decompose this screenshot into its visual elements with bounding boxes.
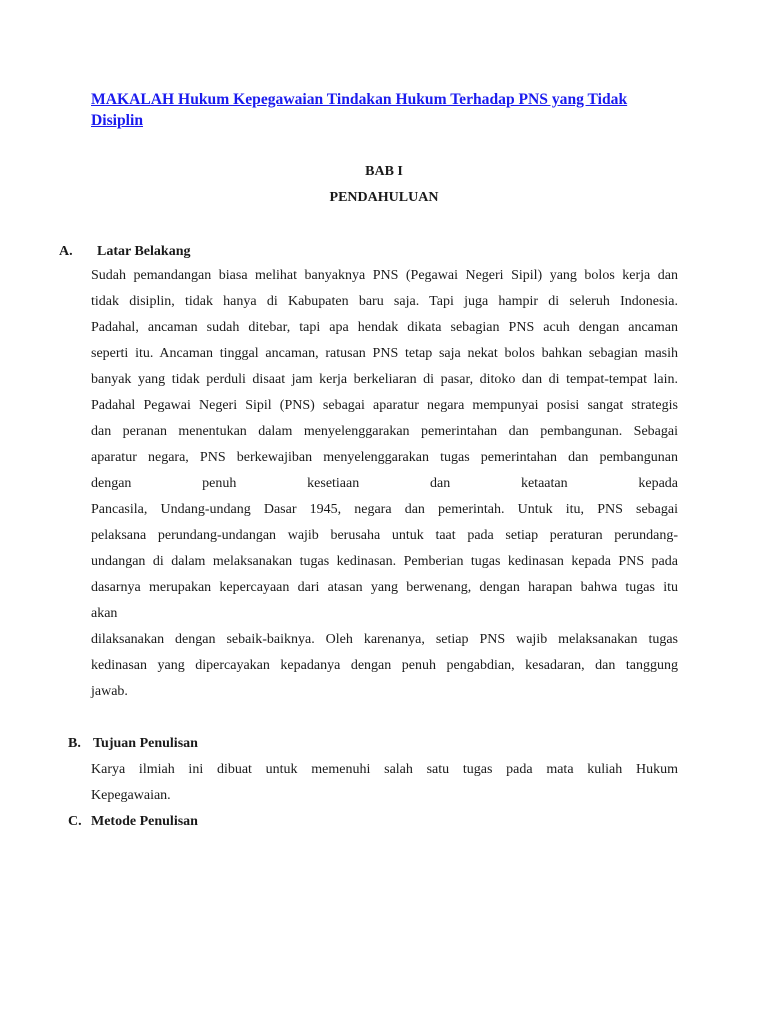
body-line: Padahal Pegawai Negeri Sipil (PNS) sebagai aparatur negara mempunyai posisi sangat strategis [91, 398, 678, 413]
body-line: undangan di dalam melaksanakan tugas kedinasan. Pemberian tugas kedinasan kepada PNS pada [91, 554, 678, 569]
body-line: Kepegawaian. [91, 788, 171, 803]
section-b-body [91, 757, 678, 809]
chapter-title: PENDAHULUAN [329, 190, 439, 205]
body-line: jawab. [91, 684, 128, 699]
body-line: seperti itu. Ancaman tinggal ancaman, ratusan PNS tetap saja nekat bolos bahkan sebagian masih [91, 346, 678, 361]
body-line: aparatur negara, PNS berkewajiban menyelenggarakan tugas pemerintahan dan pembangunan [91, 450, 678, 465]
body-line: banyak yang tidak perduli disaat jam kerja berkeliaran di pasar, ditoko dan di tempat-tempat lain. [91, 372, 678, 387]
section-c-title: Metode Penulisan [91, 814, 198, 829]
body-line: dilaksanakan dengan sebaik-baiknya. Oleh karenanya, setiap PNS wajib melaksanakan tugas [91, 632, 678, 647]
section-c-letter: C. [68, 814, 82, 829]
section-b-title: Tujuan Penulisan [93, 736, 198, 751]
body-line: dengan penuh kesetiaan dan ketaatan kepada [91, 476, 678, 491]
body-line: dasarnya merupakan kepercayaan dari atasan yang berwenang, dengan harapan bahwa tugas itu [91, 580, 678, 595]
body-line: Pancasila, Undang-undang Dasar 1945, negara dan pemerintah. Untuk itu, PNS sebagai [91, 502, 678, 517]
body-line: akan [91, 606, 118, 621]
section-a-title: Latar Belakang [97, 244, 191, 259]
chapter-number: BAB I [365, 164, 403, 179]
body-line: Padahal, ancaman sudah ditebar, tapi apa hendak dikata sebagian PNS acuh dengan ancaman [91, 320, 678, 335]
document-title-line-2[interactable]: Disiplin [91, 112, 144, 129]
body-line: Sudah pemandangan biasa melihat banyaknya PNS (Pegawai Negeri Sipil) yang bolos kerja dan [91, 268, 678, 283]
body-line: tidak disiplin, tidak hanya di Kabupaten baru saja. Tapi juga hampir di seleruh Indonesia. [91, 294, 678, 309]
body-line: kedinasan yang dipercayakan kepadanya dengan penuh pengabdian, kesadaran, dan tanggung [91, 658, 678, 673]
section-b-letter: B. [68, 736, 81, 751]
body-line: Karya ilmiah ini dibuat untuk memenuhi salah satu tugas pada mata kuliah Hukum [91, 762, 678, 777]
section-c-heading [68, 812, 198, 832]
document-title-link[interactable] [91, 89, 691, 131]
section-a-letter: A. [59, 244, 73, 259]
document-title-line-1[interactable]: MAKALAH Hukum Kepegawaian Tindakan Hukum Terhadap PNS yang Tidak [91, 91, 628, 108]
section-a-heading [59, 242, 190, 262]
section-a-body [91, 263, 678, 705]
body-line: dan peranan menentukan dalam menyelenggarakan pemerintahan dan pembangunan. Sebagai [91, 424, 678, 439]
body-line: pelaksana perundang-undangan wajib berusaha untuk taat pada setiap peraturan perundang- [91, 528, 678, 543]
section-b-heading [68, 734, 198, 754]
